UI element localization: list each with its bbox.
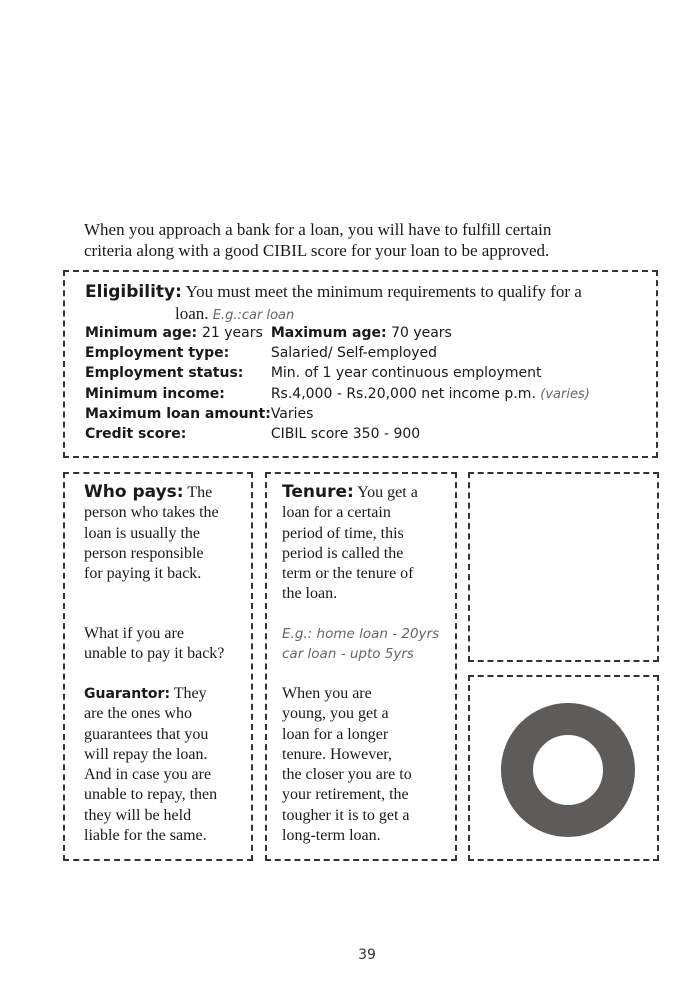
tenure-age-line: the closer you are to	[282, 766, 412, 784]
guarantor-line: liable for the same.	[84, 827, 207, 845]
guarantor-line: guarantees that you	[84, 725, 209, 743]
who-pays-box	[63, 472, 253, 861]
eligibility-intro	[85, 281, 645, 303]
criteria-row-max-loan	[85, 404, 590, 424]
page-number: 39	[358, 947, 376, 963]
empty-illustration-box	[468, 472, 659, 662]
criteria-value: Varies	[270, 405, 314, 422]
tenure-line: period is called the	[282, 544, 404, 562]
donut-illustration	[470, 677, 657, 859]
tenure-text: You get a	[357, 484, 418, 501]
tenure-line: loan for a certain	[282, 504, 391, 522]
criteria-label: Employment type:	[85, 345, 230, 362]
eligibility-example: E.g.:car loan	[212, 308, 295, 323]
tenure-line: term or the tenure of	[282, 565, 414, 583]
donut-illustration-box	[468, 675, 659, 861]
income-note: (varies)	[540, 386, 590, 402]
guarantor-line: will repay the loan.	[84, 745, 208, 763]
criteria-value: Min. of 1 year continuous employment	[270, 365, 542, 382]
tenure-age-line: young, you get a	[282, 705, 389, 723]
guarantor-heading: Guarantor:	[84, 686, 171, 702]
who-pays-line: for paying it back.	[84, 565, 202, 583]
tenure-age-line: tenure. However,	[282, 745, 392, 763]
who-pays-text: The	[187, 484, 213, 501]
who-pays-paragraph	[84, 482, 219, 584]
who-pays-line: person responsible	[84, 544, 204, 562]
tenure-examples	[282, 624, 439, 665]
intro-line-2: criteria along with a good CIBIL score for your loan to be approved.	[84, 241, 550, 260]
guarantor-line: they will be held	[84, 806, 192, 824]
guarantor-text: They	[173, 685, 207, 702]
criteria-row-employment-type	[85, 343, 590, 363]
criteria-label: Minimum age: 21 years	[85, 325, 263, 342]
max-age-label: Maximum age:	[270, 325, 387, 342]
tenure-age-line: loan for a longer	[282, 725, 389, 743]
donut-ring-shape	[517, 719, 619, 821]
tenure-example-line: E.g.: home loan - 20yrs	[282, 626, 440, 642]
tenure-age-line: When you are	[282, 685, 372, 702]
tenure-age-paragraph	[282, 684, 412, 846]
question-line: What if you are	[84, 625, 184, 642]
guarantor-line: And in case you are	[84, 766, 212, 784]
tenure-line: the loan.	[282, 585, 338, 603]
criteria-value: Salaried/ Self-employed	[270, 345, 438, 362]
criteria-value-cell	[271, 323, 590, 343]
who-pays-heading: Who pays:	[84, 482, 184, 502]
tenure-age-line: your retirement, the	[282, 786, 409, 804]
who-pays-line: loan is usually the	[84, 524, 200, 542]
criteria-label: Credit score:	[85, 426, 187, 443]
criteria-value: 21 years	[201, 325, 263, 342]
intro-paragraph	[84, 219, 644, 261]
criteria-label: Minimum income:	[85, 385, 225, 402]
eligibility-text-line-1: You must meet the minimum requirements to qualify for a	[185, 282, 582, 301]
guarantor-paragraph	[84, 684, 217, 846]
unable-to-pay-question	[84, 624, 224, 665]
criteria-row-minimum-income	[85, 384, 590, 404]
who-pays-line: person who takes the	[84, 504, 219, 522]
eligibility-heading: Eligibility:	[85, 282, 182, 302]
eligibility-text-line-2: loan.	[175, 304, 209, 323]
max-age-value: 70 years	[391, 325, 452, 342]
guarantor-line: unable to repay, then	[84, 786, 218, 804]
tenure-paragraph	[282, 482, 418, 605]
criteria-label: Employment status:	[85, 365, 244, 382]
tenure-line: period of time, this	[282, 524, 404, 542]
criteria-row-employment-status	[85, 363, 590, 383]
question-line: unable to pay it back?	[84, 645, 225, 663]
criteria-value: CIBIL score 350 - 900	[270, 426, 421, 443]
tenure-example-line: car loan - upto 5yrs	[282, 646, 414, 663]
criteria-value: Rs.4,000 - Rs.20,000 net income p.m.	[270, 385, 536, 402]
criteria-value-cell	[271, 384, 590, 404]
tenure-box	[265, 472, 457, 861]
intro-line-1: When you approach a bank for a loan, you will have to fulfill certain	[84, 220, 552, 239]
eligibility-box	[63, 270, 658, 458]
tenure-age-line: tougher it is to get a	[282, 806, 410, 824]
tenure-age-line: long-term loan.	[282, 827, 381, 845]
criteria-label: Maximum loan amount:	[85, 405, 271, 422]
criteria-row-min-age	[85, 323, 590, 343]
criteria-row-credit-score	[85, 424, 590, 444]
eligibility-criteria-table	[85, 323, 590, 444]
tenure-heading: Tenure:	[282, 482, 354, 502]
guarantor-line: are the ones who	[84, 705, 192, 723]
